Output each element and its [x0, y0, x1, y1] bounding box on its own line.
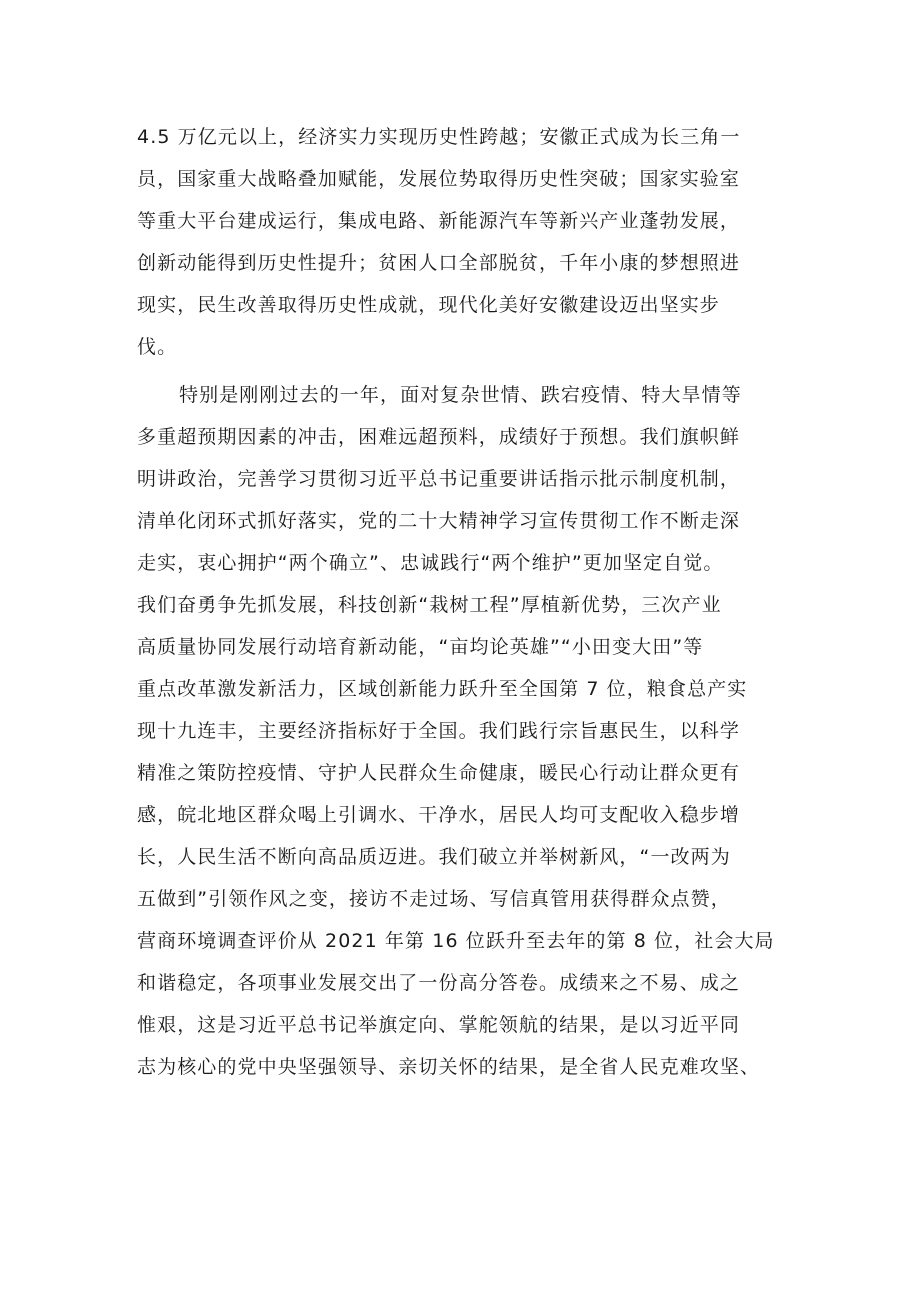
paragraph-1-line-5: 现实，民生改善取得历史性成就，现代化美好安徽建设迈出坚实步: [137, 294, 720, 316]
paragraph-2-line-11: 感，皖北地区群众喝上引调水、干净水，居民人均可支配收入稳步增: [137, 804, 741, 826]
paragraph-1-line-1: 4.5 万亿元以上，经济实力实现历史性跨越；安徽正式成为长三角一: [137, 126, 741, 148]
paragraph-2-line-8: 重点改革激发新活力，区域创新能力跃升至全国第 7 位，粮食总产实: [137, 678, 748, 700]
paragraph-1-line-2: 员，国家重大战略叠加赋能，发展位势取得历史性突破；国家实验室: [137, 168, 741, 190]
paragraph-2-line-9: 现十九连丰，主要经济指标好于全国。我们践行宗旨惠民生，以科学: [137, 720, 741, 742]
paragraph-1-line-3: 等重大平台建成运行，集成电路、新能源汽车等新兴产业蓬勃发展，: [137, 210, 741, 232]
paragraph-1-line-4: 创新动能得到历史性提升；贫困人口全部脱贫，千年小康的梦想照进: [137, 252, 741, 274]
paragraph-2-line-14: 营商环境调查评价从 2021 年第 16 位跃升至去年的第 8 位，社会大局: [137, 930, 775, 952]
paragraph-2-line-12: 长，人民生活不断向高品质迈进。我们破立并举树新风，“一改两为: [137, 846, 731, 868]
paragraph-2-line-17: 志为核心的党中央坚强领导、亲切关怀的结果，是全省人民克难攻坚、: [137, 1056, 761, 1078]
paragraph-2-line-5: 走实，衷心拥护“两个确立”、忠诚践行“两个维护”更加坚定自觉。: [137, 552, 724, 574]
paragraph-2-line-4: 清单化闭环式抓好落实，党的二十大精神学习宣传贯彻工作不断走深: [137, 510, 741, 532]
paragraph-2-line-15: 和谐稳定，各项事业发展交出了一份高分答卷。成绩来之不易、成之: [137, 972, 741, 994]
paragraph-2-line-6: 我们奋勇争先抓发展，科技创新“栽树工程”厚植新优势，三次产业: [137, 594, 722, 616]
paragraph-2-line-10: 精准之策防控疫情、守护人民群众生命健康，暖民心行动让群众更有: [137, 762, 741, 784]
paragraph-2-line-2: 多重超预期因素的冲击，困难远超预料，成绩好于预想。我们旗帜鲜: [137, 426, 741, 448]
paragraph-2-line-13: 五做到”引领作风之变，接访不走过场、写信真管用获得群众点赞，: [137, 888, 731, 910]
paragraph-2-line-3: 明讲政治，完善学习贯彻习近平总书记重要讲话指示批示制度机制，: [137, 468, 741, 490]
paragraph-2-line-16: 惟艰，这是习近平总书记举旗定向、掌舵领航的结果，是以习近平同: [137, 1014, 741, 1036]
paragraph-2-line-7: 高质量协同发展行动培育新动能，“亩均论英雄”“小田变大田”等: [137, 636, 704, 658]
paragraph-1-line-6: 伐。: [137, 336, 178, 358]
paragraph-2-line-1: 特别是刚刚过去的一年，面对复杂世情、跌宕疫情、特大旱情等: [179, 384, 742, 406]
